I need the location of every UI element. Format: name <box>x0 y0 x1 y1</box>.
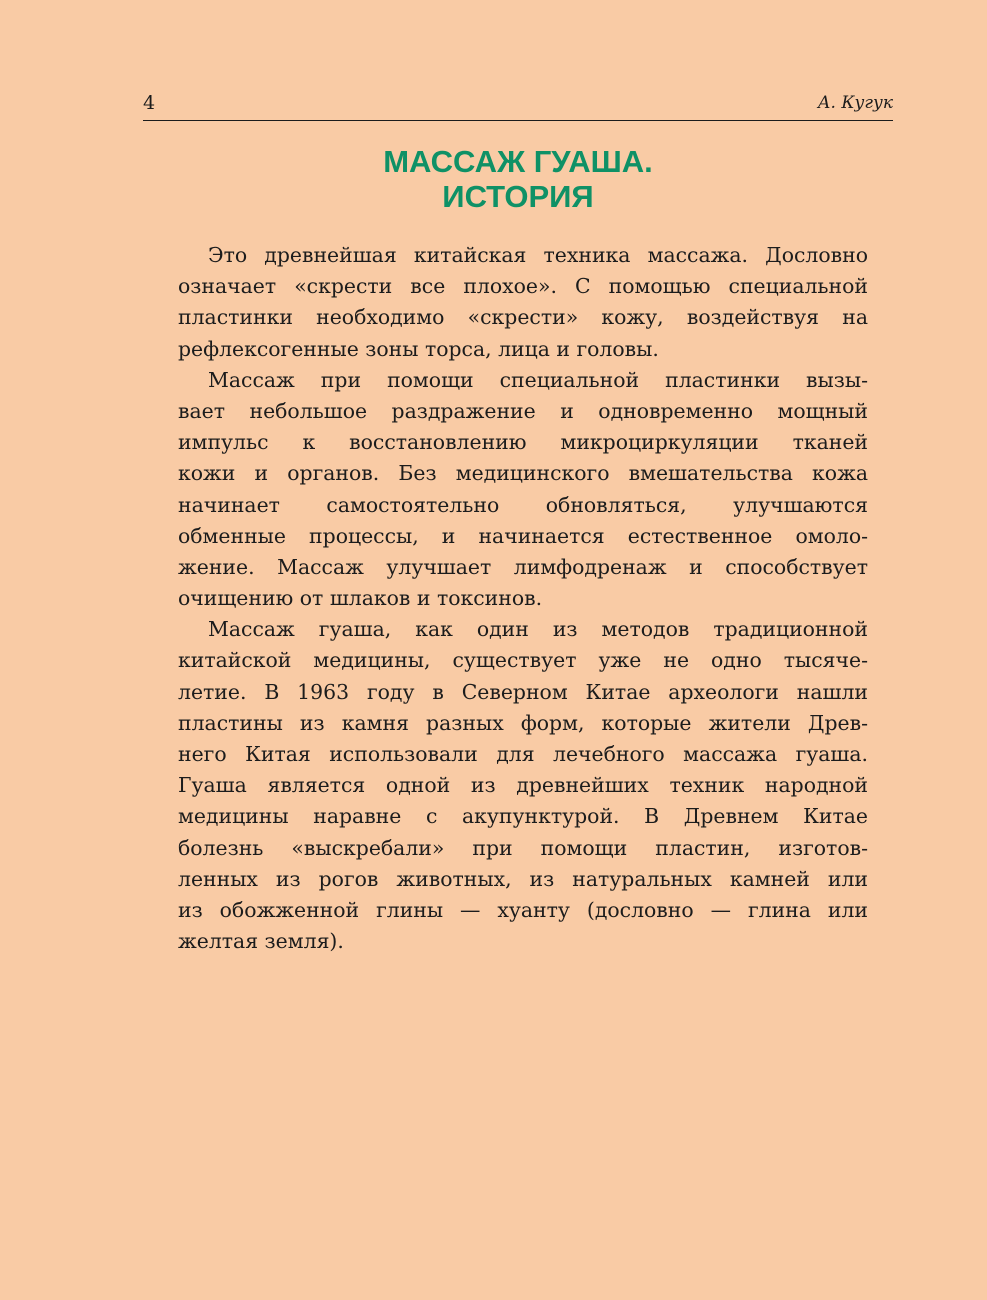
paragraph-line: китайской медицины, существует уже не одно тысяче- <box>178 648 868 673</box>
paragraph-line: болезнь «выскребали» при помощи пластин, изготов- <box>178 835 868 860</box>
page-number: 4 <box>143 92 156 114</box>
paragraph-line: вает небольшое раздражение и одновременно мощный <box>178 398 868 423</box>
paragraph-line: рефлексогенные зоны торса, лица и головы. <box>178 336 659 361</box>
chapter-title-line-2: ИСТОРИЯ <box>442 179 594 214</box>
paragraph-line: жение. Массаж улучшает лимфодренаж и способствует <box>178 554 868 579</box>
paragraph-line: медицины наравне с акупунктурой. В Древнем Китае <box>178 804 868 829</box>
paragraph-line: из обожженной глины — хуанту (дословно — глина или <box>178 897 868 922</box>
paragraph-line: ленных из рогов животных, из натуральных камней или <box>178 866 868 891</box>
chapter-title <box>143 144 893 214</box>
paragraph-3 <box>178 614 868 957</box>
running-head-author: А. Кугук <box>817 93 893 113</box>
paragraph-line: означает «скрести все плохое». С помощью специальной <box>178 274 868 299</box>
paragraph-line: очищению от шлаков и токсинов. <box>178 586 543 611</box>
paragraph-line: пластинки необходимо «скрести» кожу, воздействуя на <box>178 305 868 330</box>
paragraph-line: Гуаша является одной из древнейших техник народной <box>178 773 868 798</box>
page-header <box>143 92 893 121</box>
paragraph-line: пластины из камня разных форм, которые жители Древ- <box>178 710 868 735</box>
paragraph-line: Массаж при помощи специальной пластинки вызы- <box>208 367 868 392</box>
paragraph-line: Это древнейшая китайская техника массажа. Дословно <box>208 243 868 267</box>
paragraph-line: обменные процессы, и начинается естественное омоло- <box>178 523 868 548</box>
paragraph-line: кожи и органов. Без медицинского вмешательства кожа <box>178 461 868 486</box>
paragraph-line: Массаж гуаша, как один из методов традиционной <box>208 617 868 642</box>
paragraph-line: него Китая использовали для лечебного массажа гуаша. <box>178 742 868 766</box>
paragraph-line: импульс к восстановлению микроциркуляции тканей <box>178 430 868 455</box>
paragraph-1 <box>178 240 868 365</box>
paragraph-2 <box>178 365 868 615</box>
paragraph-line: летие. В 1963 году в Северном Китае археологи нашли <box>178 679 868 704</box>
paragraph-line: желтая земля). <box>178 929 344 954</box>
body-text <box>178 240 868 957</box>
paragraph-line: начинает самостоятельно обновляться, улучшаются <box>178 492 868 517</box>
chapter-title-line-1: МАССАЖ ГУАША. <box>383 144 653 179</box>
